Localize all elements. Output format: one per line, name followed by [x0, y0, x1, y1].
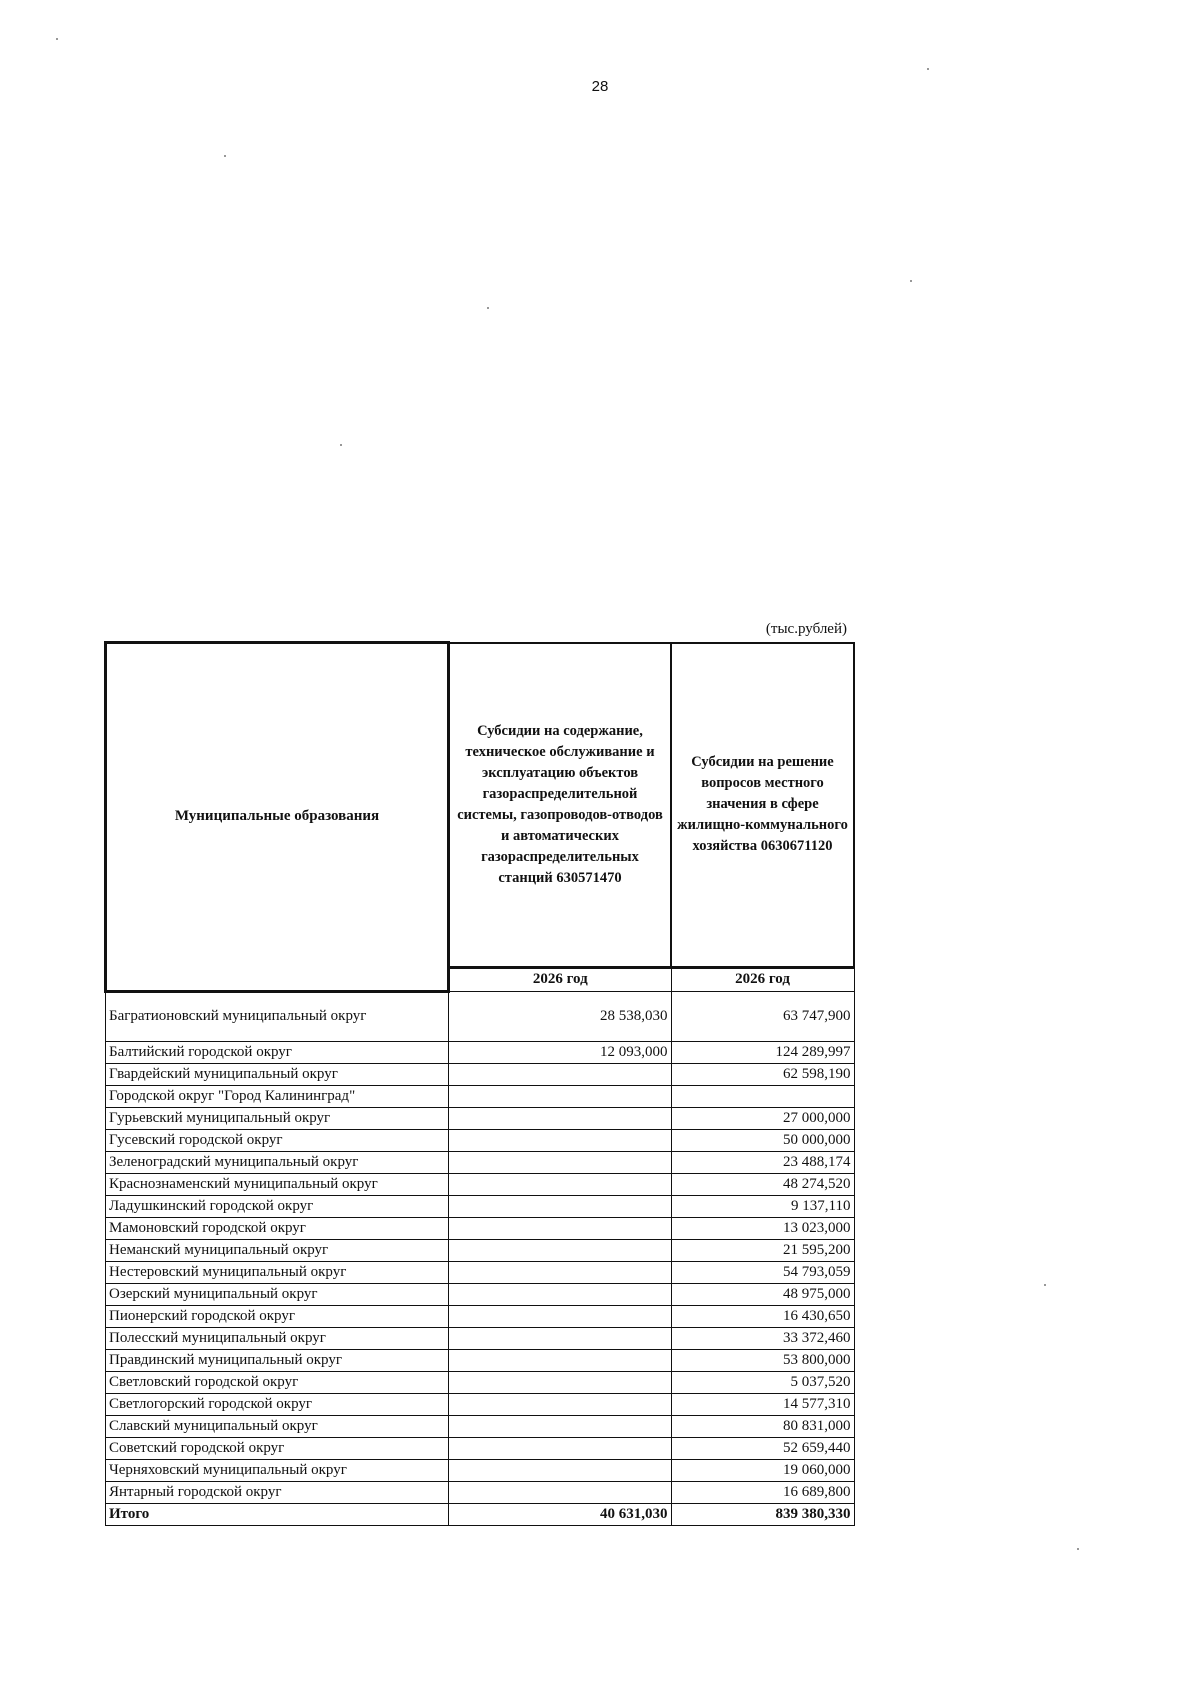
municipality-name: Светловский городской округ: [106, 1371, 449, 1393]
municipality-name: Гвардейский муниципальный округ: [106, 1063, 449, 1085]
municipality-name: Гурьевский муниципальный округ: [106, 1107, 449, 1129]
value-col2: 33 372,460: [671, 1327, 854, 1349]
municipality-name: Правдинский муниципальный округ: [106, 1349, 449, 1371]
table-row: [106, 1393, 855, 1415]
year-col1: 2026 год: [449, 967, 672, 991]
header-municipality: Муниципальные образования: [106, 643, 449, 992]
municipality-name: Пионерский городской округ: [106, 1305, 449, 1327]
subsidy-table: [104, 641, 855, 1526]
table-header-row: [106, 643, 855, 968]
municipality-name: Неманский муниципальный округ: [106, 1239, 449, 1261]
municipality-name: Гусевский городской округ: [106, 1129, 449, 1151]
value-col1: [449, 1107, 672, 1129]
table-row: [106, 1283, 855, 1305]
table-row: [106, 1151, 855, 1173]
value-col1: 28 538,030: [449, 991, 672, 1041]
value-col1: [449, 1371, 672, 1393]
municipality-name: Зеленоградский муниципальный округ: [106, 1151, 449, 1173]
scan-speck: [910, 280, 912, 282]
total-col1: 40 631,030: [449, 1503, 672, 1525]
municipality-name: Краснознаменский муниципальный округ: [106, 1173, 449, 1195]
value-col1: 12 093,000: [449, 1041, 672, 1063]
table-row: [106, 1085, 855, 1107]
value-col1: [449, 1085, 672, 1107]
year-col2: 2026 год: [671, 967, 854, 991]
value-col2: 14 577,310: [671, 1393, 854, 1415]
municipality-name: Советский городской округ: [106, 1437, 449, 1459]
municipality-name: Черняховский муниципальный округ: [106, 1459, 449, 1481]
table-row: [106, 1371, 855, 1393]
municipality-name: Озерский муниципальный округ: [106, 1283, 449, 1305]
value-col2: 5 037,520: [671, 1371, 854, 1393]
municipality-name: Янтарный городской округ: [106, 1481, 449, 1503]
total-row: [106, 1503, 855, 1525]
scan-speck: [1077, 1548, 1079, 1550]
value-col2: 23 488,174: [671, 1151, 854, 1173]
table-row: [106, 1261, 855, 1283]
header-col1: Субсидии на содержание, техническое обслуживание и эксплуатацию объектов газораспределительной системы, газопроводов-отводов и автоматических газораспределительных станций 630571470: [449, 643, 672, 968]
value-col2: 63 747,900: [671, 991, 854, 1041]
value-col2: 9 137,110: [671, 1195, 854, 1217]
table-row: [106, 1305, 855, 1327]
table-row: [106, 1459, 855, 1481]
table-row: [106, 1063, 855, 1085]
value-col1: [449, 1261, 672, 1283]
value-col2: [671, 1085, 854, 1107]
table-row: [106, 1129, 855, 1151]
municipality-name: Славский муниципальный округ: [106, 1415, 449, 1437]
municipality-name: Полесский муниципальный округ: [106, 1327, 449, 1349]
page-number: 28: [591, 78, 609, 95]
value-col2: 16 689,800: [671, 1481, 854, 1503]
value-col1: [449, 1283, 672, 1305]
scan-speck: [56, 38, 58, 40]
value-col2: 48 274,520: [671, 1173, 854, 1195]
table-row: [106, 1173, 855, 1195]
value-col2: 21 595,200: [671, 1239, 854, 1261]
value-col1: [449, 1217, 672, 1239]
total-label: Итого: [106, 1503, 449, 1525]
total-col2: 839 380,330: [671, 1503, 854, 1525]
scan-speck: [487, 307, 489, 309]
municipality-name: Балтийский городской округ: [106, 1041, 449, 1063]
value-col1: [449, 1063, 672, 1085]
value-col1: [449, 1349, 672, 1371]
value-col2: 62 598,190: [671, 1063, 854, 1085]
municipality-name: Багратионовский муниципальный округ: [106, 991, 449, 1041]
value-col2: 50 000,000: [671, 1129, 854, 1151]
scan-speck: [927, 68, 929, 70]
table-row: [106, 1195, 855, 1217]
municipality-name: Ладушкинский городской округ: [106, 1195, 449, 1217]
value-col1: [449, 1239, 672, 1261]
value-col1: [449, 1151, 672, 1173]
value-col2: 48 975,000: [671, 1283, 854, 1305]
value-col2: 52 659,440: [671, 1437, 854, 1459]
table-row: [106, 1437, 855, 1459]
value-col1: [449, 1129, 672, 1151]
value-col2: 80 831,000: [671, 1415, 854, 1437]
table-row: [106, 1041, 855, 1063]
scan-speck: [1044, 1284, 1046, 1286]
value-col1: [449, 1459, 672, 1481]
municipality-name: Светлогорский городской округ: [106, 1393, 449, 1415]
scan-speck: [340, 444, 342, 446]
municipality-name: Городской округ "Город Калининград": [106, 1085, 449, 1107]
table-row: [106, 1327, 855, 1349]
scan-speck: [224, 155, 226, 157]
value-col2: 27 000,000: [671, 1107, 854, 1129]
table-row: [106, 1239, 855, 1261]
table-row: [106, 1107, 855, 1129]
table-row: [106, 991, 855, 1041]
value-col1: [449, 1195, 672, 1217]
value-col1: [449, 1305, 672, 1327]
municipality-name: Мамоновский городской округ: [106, 1217, 449, 1239]
value-col2: 13 023,000: [671, 1217, 854, 1239]
table-row: [106, 1217, 855, 1239]
value-col1: [449, 1393, 672, 1415]
value-col1: [449, 1415, 672, 1437]
table-row: [106, 1349, 855, 1371]
value-col2: 53 800,000: [671, 1349, 854, 1371]
table-row: [106, 1481, 855, 1503]
value-col1: [449, 1481, 672, 1503]
value-col1: [449, 1437, 672, 1459]
header-col2: Субсидии на решение вопросов местного значения в сфере жилищно-коммунального хозяйства 0630671120: [671, 643, 854, 968]
value-col2: 16 430,650: [671, 1305, 854, 1327]
value-col2: 124 289,997: [671, 1041, 854, 1063]
value-col2: 19 060,000: [671, 1459, 854, 1481]
units-label: (тыс.рублей): [765, 621, 847, 637]
table-row: [106, 1415, 855, 1437]
value-col1: [449, 1173, 672, 1195]
value-col1: [449, 1327, 672, 1349]
municipality-name: Нестеровский муниципальный округ: [106, 1261, 449, 1283]
value-col2: 54 793,059: [671, 1261, 854, 1283]
